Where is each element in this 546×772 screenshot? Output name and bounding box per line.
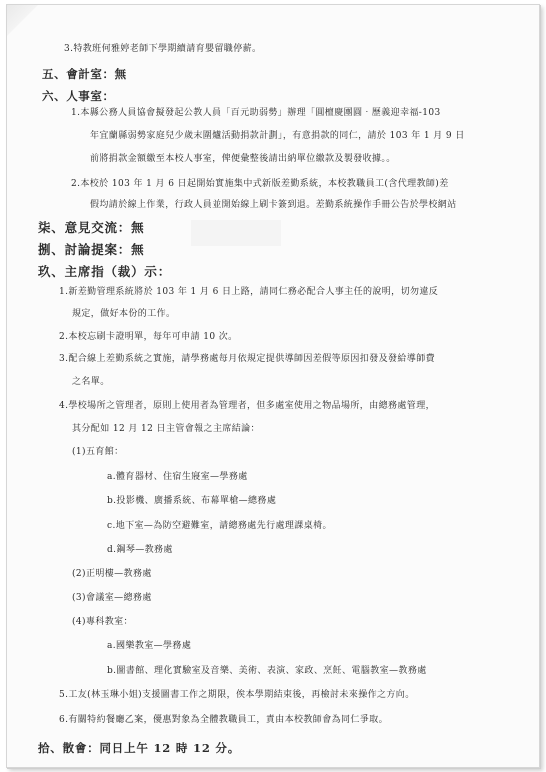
wuyu-hall-a: a.體育器材、住宿生寢室—學務處	[107, 472, 248, 482]
wuyu-hall-b: b.投影機、廣播系統、布幕單槍—總務處	[107, 496, 277, 506]
chair-item-5: 5.工友(林玉琳小姐)支援圖書工作之期限，俟本學期結束後，再檢討未來操作之方向。	[59, 690, 415, 700]
section-personnel: 六、人事室：	[42, 89, 115, 103]
venue-meeting-room: (3)會議室—總務處	[72, 593, 152, 603]
document-page	[6, 4, 540, 768]
page-fold	[7, 5, 41, 39]
wuyu-hall-d: d.鋼琴—教務處	[107, 545, 173, 555]
venue-zhengming-building: (2)正明樓—教務處	[72, 569, 152, 579]
wuyu-hall-c: c.地下室—為防空避難室，請總務處先行處理課桌椅。	[107, 521, 332, 531]
section-accounting: 五、會計室：無	[42, 67, 127, 81]
personnel-item-1-line-2: 年宜蘭縣弱勢家庭兒少歲末圍爐活動捐款計劃」，有意捐款的同仁，請於 103 年 1 月 9 日	[90, 131, 465, 141]
item-special-ed-leave: 3.特教班何雅婷老師下學期續請育嬰留職停薪。	[64, 44, 262, 54]
personnel-item-2-line-2: 假均請於線上作業，行政人員並開始線上刷卡簽到退。差勤系統操作手冊公告於學校網站	[90, 200, 457, 210]
chair-item-3-line-2: 之名單。	[72, 377, 110, 387]
venue-special-classrooms: (4)專科教室：	[72, 617, 133, 627]
chair-item-1-line-1: 1.新差勤管理系統將於 103 年 1 月 6 日上路，請同仁務必配合人事主任的說明，切勿違反	[59, 287, 439, 297]
section-opinions: 柒、意見交流：無	[38, 220, 145, 235]
section-adjournment: 拾、散會：同日上午 12 時 12 分。	[38, 741, 241, 755]
chair-item-2: 2.本校忘刷卡證明單，每年可申請 10 次。	[59, 332, 238, 342]
personnel-item-1-line-1: 1.本縣公務人員協會擬發起公教人員「百元助弱勢」辦理「圓檀慶團圓‧歷義迎幸福-103	[71, 108, 441, 118]
section-chair-instructions: 玖、主席指（裁）示：	[38, 264, 172, 279]
personnel-item-1-line-3: 前將捐款金額繳至本校人事室，俾便彙整後請出納單位繳款及製發收據。。	[90, 154, 396, 164]
chair-item-1-line-2: 規定，做好本份的工作。	[72, 309, 176, 319]
chair-item-6: 6.有關特約餐廳乙案，優惠對象為全體教職員工，責由本校教師會為同仁爭取。	[59, 715, 388, 725]
venue-wuyu-hall: (1)五育館：	[72, 447, 124, 457]
scan-shadow	[191, 220, 281, 246]
special-classrooms-b: b.圖書館、理化實驗室及音樂、美術、表演、家政、烹飪、電腦教室—教務處	[107, 666, 427, 676]
section-proposals: 捌、討論提案：無	[38, 242, 145, 257]
chair-item-3-line-1: 3.配合線上差勤系統之實施，請學務處每月依規定提供導師因差假等原因扣發及發給導師費	[59, 354, 435, 364]
special-classrooms-a: a.國樂教室—學務處	[107, 641, 192, 651]
chair-item-4-line-1: 4.學校場所之管理者，原則上使用者為管理者，但多處室使用之物品場所，由總務處管理，	[59, 401, 435, 411]
chair-item-4-line-2: 其分配如 12 月 12 日主管會報之主席結論：	[72, 424, 260, 434]
personnel-item-2-line-1: 2.本校於 103 年 1 月 6 日起開始實施集中式新版差勤系統，本校教職員工(含代理教師)差	[71, 179, 449, 189]
